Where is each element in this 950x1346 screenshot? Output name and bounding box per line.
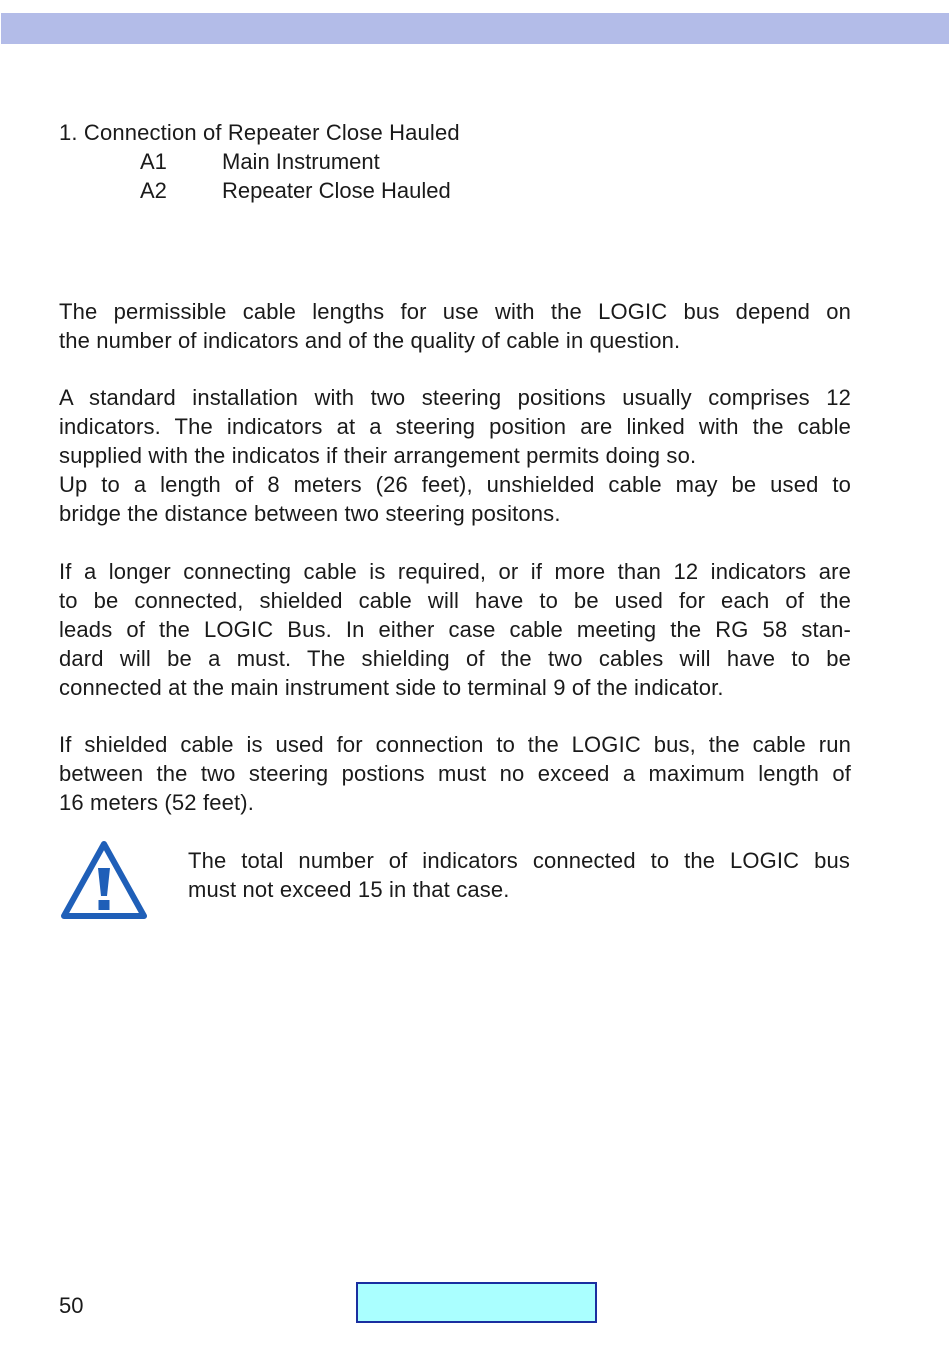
text-line: bridge the distance between two steering positons. bbox=[59, 501, 561, 526]
text-line: If shielded cable is used for connection to the LOGIC bus, the cable run bbox=[59, 732, 851, 757]
warning-text bbox=[188, 846, 850, 904]
text-line: leads of the LOGIC Bus. In either case cable meeting the RG 58 stan- bbox=[59, 617, 851, 642]
paragraph-shielded-cable bbox=[59, 557, 851, 702]
legend-code: A1 bbox=[140, 149, 167, 174]
text-line: A standard installation with two steering positions usually comprises 12 bbox=[59, 385, 851, 410]
paragraph-standard-installation bbox=[59, 383, 851, 528]
paragraph-max-length bbox=[59, 730, 851, 817]
text-line: the number of indicators and of the quality of cable in question. bbox=[59, 328, 681, 353]
legend-row-a1 bbox=[140, 147, 380, 176]
text-line: The permissible cable lengths for use with the LOGIC bus depend on bbox=[59, 299, 851, 324]
text-line: between the two steering postions must no exceed a maximum length of bbox=[59, 761, 851, 786]
legend-label: Repeater Close Hauled bbox=[222, 178, 451, 203]
legend-row-a2 bbox=[140, 176, 451, 205]
text-line: The total number of indicators connected to the LOGIC bus bbox=[188, 848, 850, 873]
text-line: connected at the main instrument side to terminal 9 of the indicator. bbox=[59, 675, 724, 700]
text-line: dard will be a must. The shielding of the two cables will have to be bbox=[59, 646, 851, 671]
legend-label: Main Instrument bbox=[222, 149, 380, 174]
text-line: 16 meters (52 feet). bbox=[59, 790, 254, 815]
footer-box bbox=[356, 1282, 597, 1323]
header-band bbox=[1, 13, 949, 44]
text-line: indicators. The indicators at a steering position are linked with the cable bbox=[59, 414, 851, 439]
text-line: must not exceed 15 in that case. bbox=[188, 877, 510, 902]
section-heading: 1. Connection of Repeater Close Hauled bbox=[59, 120, 460, 145]
text-line: Up to a length of 8 meters (26 feet), unshielded cable may be used to bbox=[59, 472, 851, 497]
legend-code: A2 bbox=[140, 178, 167, 203]
warning-triangle-icon bbox=[58, 838, 150, 924]
text-line: to be connected, shielded cable will have to be used for each of the bbox=[59, 588, 851, 613]
page-number: 50 bbox=[59, 1293, 84, 1318]
text-line: supplied with the indicatos if their arrangement permits doing so. bbox=[59, 443, 697, 468]
text-line: If a longer connecting cable is required, or if more than 12 indicators are bbox=[59, 559, 851, 584]
paragraph-cable-lengths bbox=[59, 297, 851, 355]
